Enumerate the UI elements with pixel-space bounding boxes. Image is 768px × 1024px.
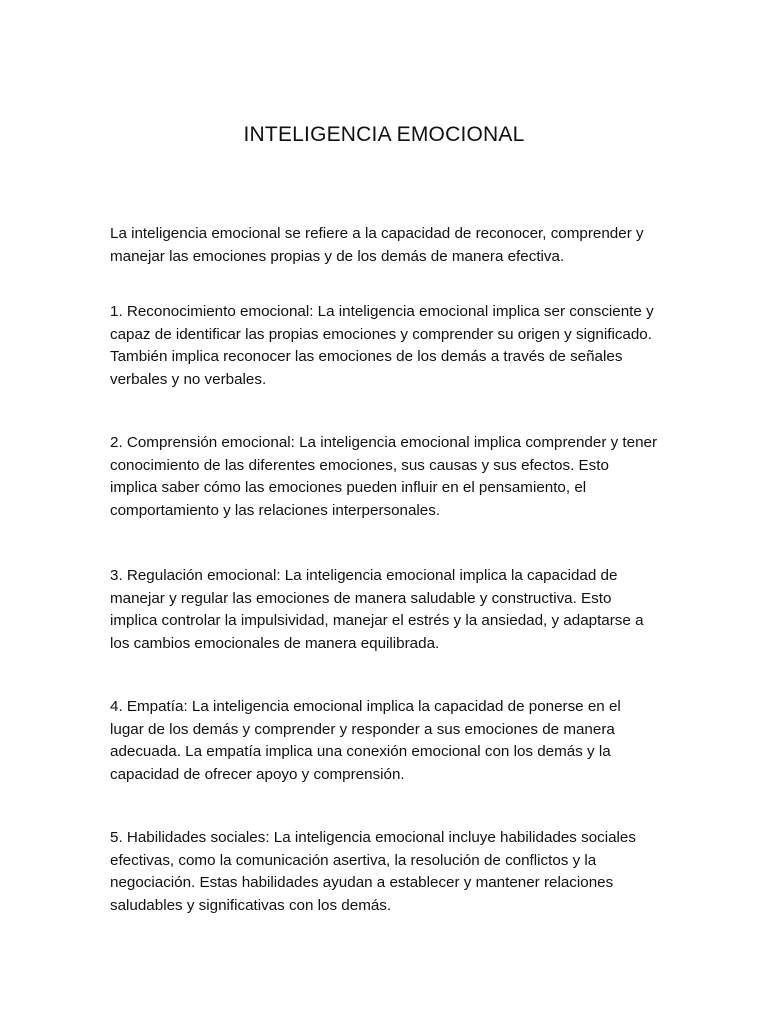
point-comprension-paragraph: 2. Comprensión emocional: La inteligencia emocional implica comprender y tener conocimiento de las diferentes emociones, sus causas y sus efectos. Esto implica saber cómo las emociones pueden influir en el pensamiento, el comportamiento y las relaciones interpersonales.: [110, 434, 658, 519]
intro-paragraph: La inteligencia emocional se refiere a la capacidad de reconocer, comprender y manejar las emociones propias y de los demás de manera efectiva.: [110, 225, 644, 265]
point-habilidades-sociales-paragraph: 5. Habilidades sociales: La inteligencia emocional incluye habilidades sociales efectivas, como la comunicación asertiva, la resolución de conflictos y la negociación. Estas habilidades ayudan a establecer y mantener relaciones saludables y significativas con los demás.: [110, 829, 636, 914]
point-reconocimiento-paragraph: 1. Reconocimiento emocional: La inteligencia emocional implica ser consciente y capaz de identificar las propias emociones y comprender su origen y significado. También implica reconocer las emociones de los demás a través de señales verbales y no verbales.: [110, 303, 654, 388]
document-title: INTELIGENCIA EMOCIONAL: [243, 123, 525, 146]
point-regulacion-paragraph: 3. Regulación emocional: La inteligencia emocional implica la capacidad de manejar y regular las emociones de manera saludable y constructiva. Esto implica controlar la impulsividad, manejar el estrés y la ansiedad, y adaptarse a los cambios emocionales de manera equilibrada.: [110, 567, 644, 652]
point-empatia-paragraph: 4. Empatía: La inteligencia emocional implica la capacidad de ponerse en el lugar de los demás y comprender y responder a sus emociones de manera adecuada. La empatía implica una conexión emocional con los demás y la capacidad de ofrecer apoyo y comprensión.: [110, 698, 621, 783]
